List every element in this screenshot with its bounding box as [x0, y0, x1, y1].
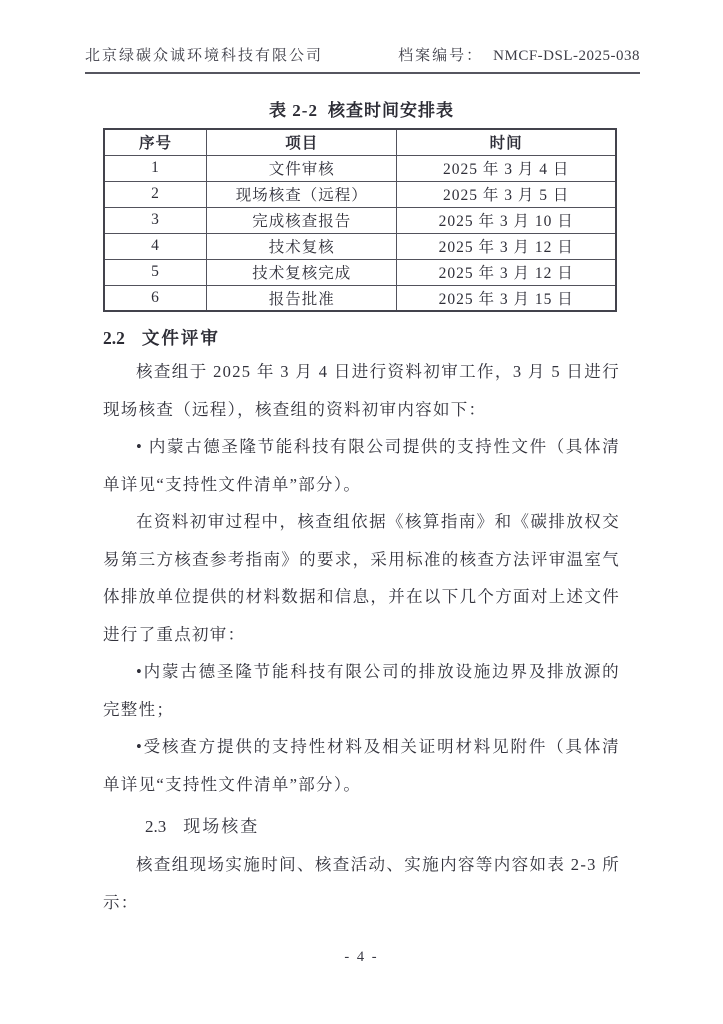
cell-item: 技术复核完成 — [207, 259, 397, 285]
cell-item: 现场核查（远程） — [207, 181, 397, 207]
cell-time: 2025 年 3 月 12 日 — [397, 233, 616, 259]
document-header — [85, 44, 640, 74]
section-number: 2.2 — [103, 328, 125, 348]
section-title: 文件评审 — [141, 328, 220, 348]
cell-no: 5 — [104, 259, 207, 285]
cell-item: 技术复核 — [207, 233, 397, 259]
section-heading-2-2 — [103, 323, 620, 353]
file-number-value: NMCF-DSL-2025-038 — [493, 48, 640, 64]
bullet-item: • 内蒙古德圣隆节能科技有限公司提供的支持性文件（具体清单详见“支持性文件清单”部分）。 — [103, 437, 620, 494]
document-content — [103, 88, 620, 921]
cell-no: 6 — [104, 285, 207, 311]
paragraph: 核查组现场实施时间、核查活动、实施内容等内容如表 2-3 所示： — [103, 855, 620, 912]
table-row — [104, 285, 616, 311]
section-title: 现场核查 — [183, 817, 260, 836]
paragraph: 核查组于 2025 年 3 月 4 日进行资料初审工作，3 月 5 日进行现场核查（远程），核查组的资料初审内容如下： — [103, 362, 620, 419]
cell-time: 2025 年 3 月 12 日 — [397, 259, 616, 285]
section-heading-2-3 — [145, 812, 620, 842]
bullet-item: •受核查方提供的支持性材料及相关证明材料见附件（具体清单详见“支持性文件清单”部分）。 — [103, 737, 620, 794]
cell-time: 2025 年 3 月 4 日 — [397, 155, 616, 181]
table-caption-number: 表 2-2 — [269, 101, 318, 120]
file-number-label: 档案编号： — [398, 48, 484, 64]
table-caption-text: 核查时间安排表 — [327, 101, 454, 120]
section-number: 2.3 — [145, 817, 167, 836]
column-header-time: 时间 — [397, 129, 616, 155]
cell-no: 1 — [104, 155, 207, 181]
column-header-no: 序号 — [104, 129, 207, 155]
cell-no: 2 — [104, 181, 207, 207]
cell-time: 2025 年 3 月 15 日 — [397, 285, 616, 311]
table-row — [104, 233, 616, 259]
page-number: - 4 - — [344, 949, 379, 965]
table-header-row — [104, 129, 616, 155]
paragraph: 在资料初审过程中，核查组依据《核算指南》和《碳排放权交易第三方核查参考指南》的要求，采用标准的核查方法评审温室气体排放单位提供的材料数据和信息，并在以下几个方面对上述文件进行了重点初审： — [103, 512, 620, 644]
cell-time: 2025 年 3 月 10 日 — [397, 207, 616, 233]
table-row — [104, 259, 616, 285]
column-header-item: 项目 — [207, 129, 397, 155]
schedule-table — [103, 128, 617, 312]
table-row — [104, 207, 616, 233]
company-name: 北京绿碳众诚环境科技有限公司 — [85, 48, 324, 64]
file-number — [398, 44, 640, 65]
table-caption — [103, 96, 620, 121]
cell-no: 4 — [104, 233, 207, 259]
cell-item: 报告批准 — [207, 285, 397, 311]
table-row — [104, 155, 616, 181]
cell-no: 3 — [104, 207, 207, 233]
cell-item: 完成核查报告 — [207, 207, 397, 233]
table-row — [104, 181, 616, 207]
cell-item: 文件审核 — [207, 155, 397, 181]
bullet-item: •内蒙古德圣隆节能科技有限公司的排放设施边界及排放源的完整性； — [103, 662, 620, 719]
cell-time: 2025 年 3 月 5 日 — [397, 181, 616, 207]
